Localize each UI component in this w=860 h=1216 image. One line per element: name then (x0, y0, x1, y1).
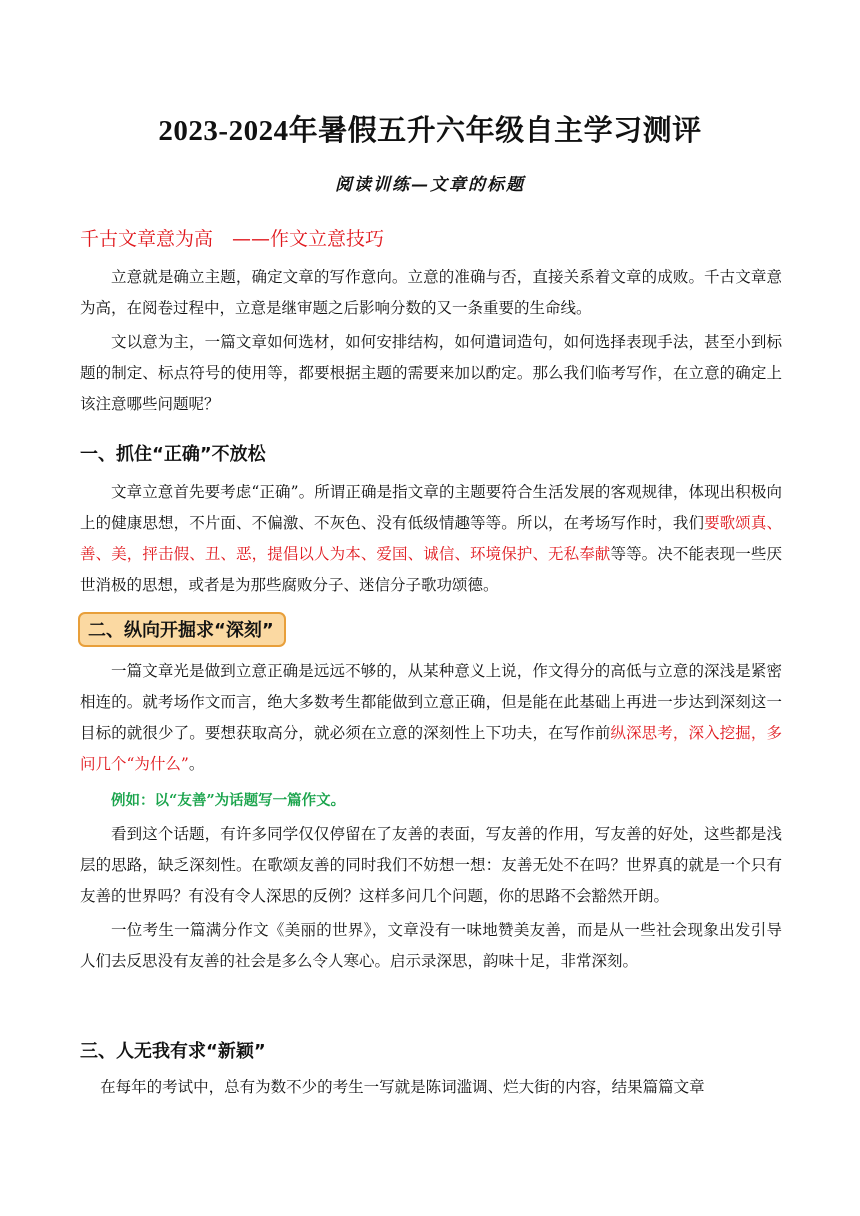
deep-highlight: 纵深思考，深入挖掘，多问几个“为什么” (80, 724, 782, 773)
heading-novel: 三、人无我有求“新颖” (80, 1041, 266, 1062)
heading-deep-badge (78, 612, 286, 647)
document-title: 2023-2024年暑假五升六年级自主学习测评 (158, 115, 702, 147)
correct-highlight: 要歌颂真、善、美，抨击假、丑、恶，提倡以人为本、爱国、诚信、环境保护、无私奉献 (80, 514, 782, 563)
novel-paragraph-1: 在每年的考试中，总有为数不少的考生一写就是陈词滥调、烂大街的内容，结果篇篇文章 (100, 1078, 705, 1096)
example-line (80, 786, 782, 815)
deep-text-2: 。 (188, 755, 205, 773)
document-subtitle: 阅读训练—文章的标题 (335, 175, 525, 195)
example-text: 例如：以“友善”为话题写一篇作文。 (111, 792, 346, 809)
deep-paragraph-1 (80, 656, 782, 780)
intro-paragraph-1: 立意就是确立主题，确定文章的写作意向。立意的准确与否，直接关系着文章的成败。千古文章意为高，在阅卷过程中，立意是继审题之后影响分数的又一条重要的生命线。 (80, 268, 782, 317)
correct-paragraph (80, 477, 782, 601)
main-section-heading: 千古文章意为高 ——作文立意技巧 (80, 228, 385, 250)
deep-paragraph-2: 看到这个话题，有许多同学仅仅停留在了友善的表面，写友善的作用，写友善的好处，这些都是浅层的思路，缺乏深刻性。在歌颂友善的同时我们不妨想一想：友善无处不在吗？世界真的就是一个只有友善的世界吗？有没有令人深思的反例？这样多问几个问题，你的思路不会豁然开朗。 (80, 825, 782, 905)
deep-paragraph-3: 一位考生一篇满分作文《美丽的世界》，文章没有一味地赞美友善，而是从一些社会现象出发引导人们去反思没有友善的社会是多么令人寒心。启示录深思，韵味十足，非常深刻。 (80, 921, 782, 970)
section-novel (80, 1072, 782, 1103)
intro-section (80, 262, 782, 420)
deep-text-1: 一篇文章光是做到立意正确是远远不够的，从某种意义上说，作文得分的高低与立意的深浅是紧密相连的。就考场作文而言，绝大多数考生都能做到立意正确，但是能在此基础上再进一步达到深刻这一目标的就很少了。要想获取高分，就必须在立意的深刻性上下功夫，在写作前 (80, 662, 782, 742)
section-correct (80, 477, 782, 601)
correct-text-2: 等等。决不能表现一些厌世消极的思想，或者是为那些腐败分子、迷信分子歌功颂德。 (80, 545, 782, 594)
heading-correct: 一、抓住“正确”不放松 (80, 444, 266, 465)
intro-paragraph-2: 文以意为主，一篇文章如何选材，如何安排结构，如何遣词造句，如何选择表现手法，甚至小到标题的制定、标点符号的使用等，都要根据主题的需要来加以酌定。那么我们临考写作，在立意的确定上该注意哪些问题呢？ (80, 333, 782, 413)
heading-deep: 二、纵向开掘求“深刻” (78, 612, 286, 647)
correct-text-1: 文章立意首先要考虑“正确”。所谓正确是指文章的主题要符合生活发展的客观规律，体现出积极向上的健康思想，不片面、不偏激、不灰色、没有低级情趣等等。所以，在考场写作时，我们 (80, 483, 782, 532)
section-deep (80, 656, 782, 977)
